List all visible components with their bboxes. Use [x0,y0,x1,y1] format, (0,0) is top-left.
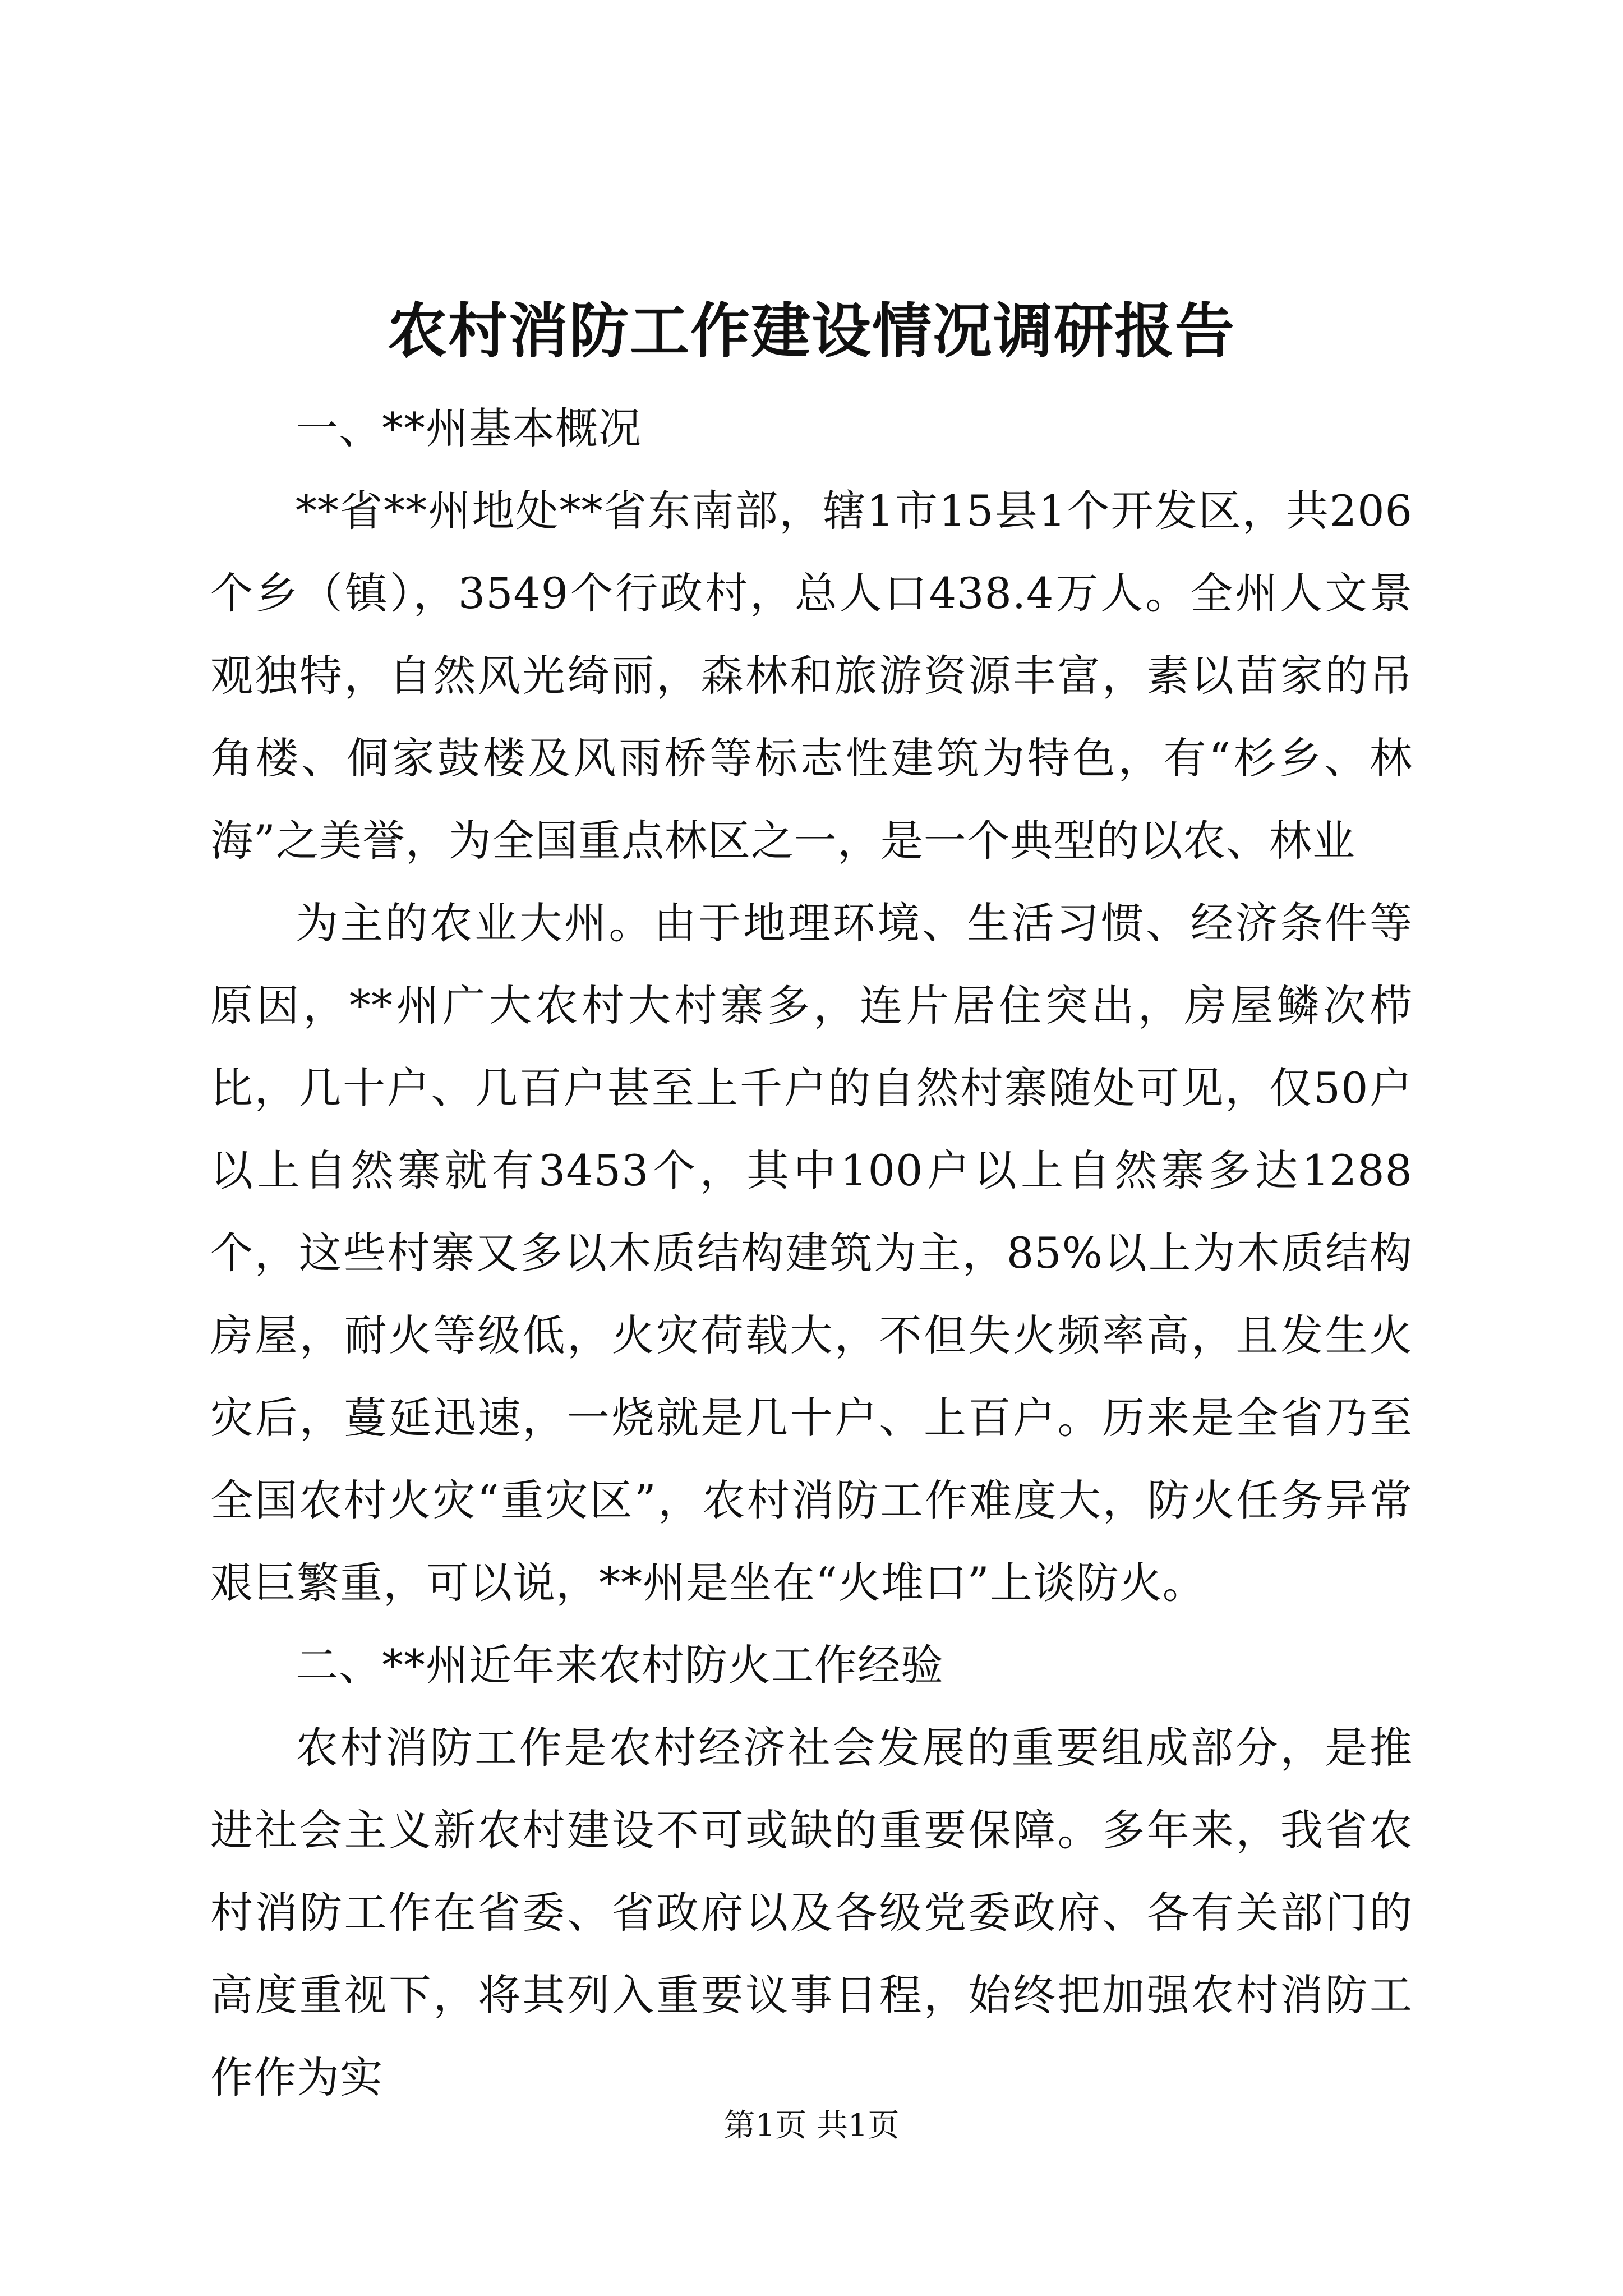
document-body [210,387,1413,2119]
section-heading-2: 二、**州近年来农村防火工作经验 [296,1640,944,1690]
paragraph-1: **省**州地处**省东南部，辖1市15县1个开发区，共206个乡（镇），3549个行政村，总人口438.4万人。全州人文景观独特，自然风光绮丽，森林和旅游资源丰富，素以苗家的吊角楼、侗家鼓楼及风雨桥等标志性建筑为特色，有“杉乡、林海”之美誉，为全国重点林区之一，是一个典型的以农、林业 [210,486,1413,866]
section-heading-1: 一、**州基本概况 [296,403,642,453]
page-footer: 第1页 共1页 [723,2108,900,2144]
document-title: 农村消防工作建设情况调研报告 [388,296,1235,366]
paragraph-2: 为主的农业大州。由于地理环境、生活习惯、经济条件等原因，**州广大农村大村寨多，连片居住突出，房屋鳞次栉比，几十户、几百户甚至上千户的自然村寨随处可见，仅50户以上自然寨就有3453个，其中100户以上自然寨多达1288个，这些村寨又多以木质结构建筑为主，85%以上为木质结构房屋，耐火等级低，火灾荷载大，不但失火频率高，且发生火灾后，蔓延迅速，一烧就是几十户、上百户。历来是全省乃至全国农村火灾“重灾区”，农村消防工作难度大，防火任务异常艰巨繁重，可以说，**州是坐在“火堆口”上谈防火。 [210,898,1413,1608]
paragraph-3: 农村消防工作是农村经济社会发展的重要组成部分，是推进社会主义新农村建设不可或缺的重要保障。多年来，我省农村消防工作在省委、省政府以及各级党委政府、各有关部门的高度重视下，将其列入重要议事日程，始终把加强农村消防工作作为实 [210,1723,1413,2102]
